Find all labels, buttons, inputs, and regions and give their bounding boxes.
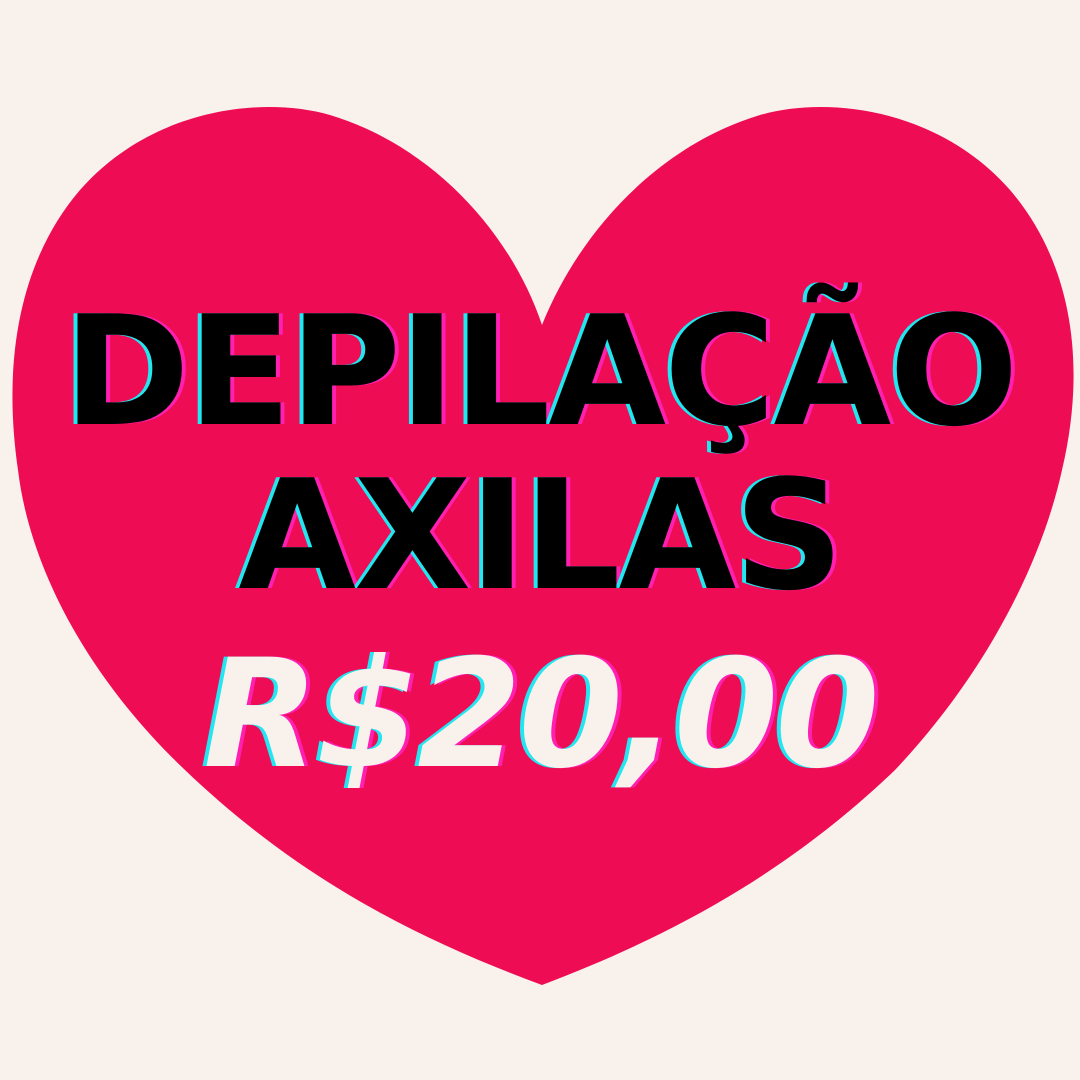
promo-title-line1: DEPILAÇÃO — [63, 283, 1017, 460]
promo-title-line2: AXILAS — [238, 447, 842, 624]
promo-price: R$20,00 — [203, 628, 877, 802]
